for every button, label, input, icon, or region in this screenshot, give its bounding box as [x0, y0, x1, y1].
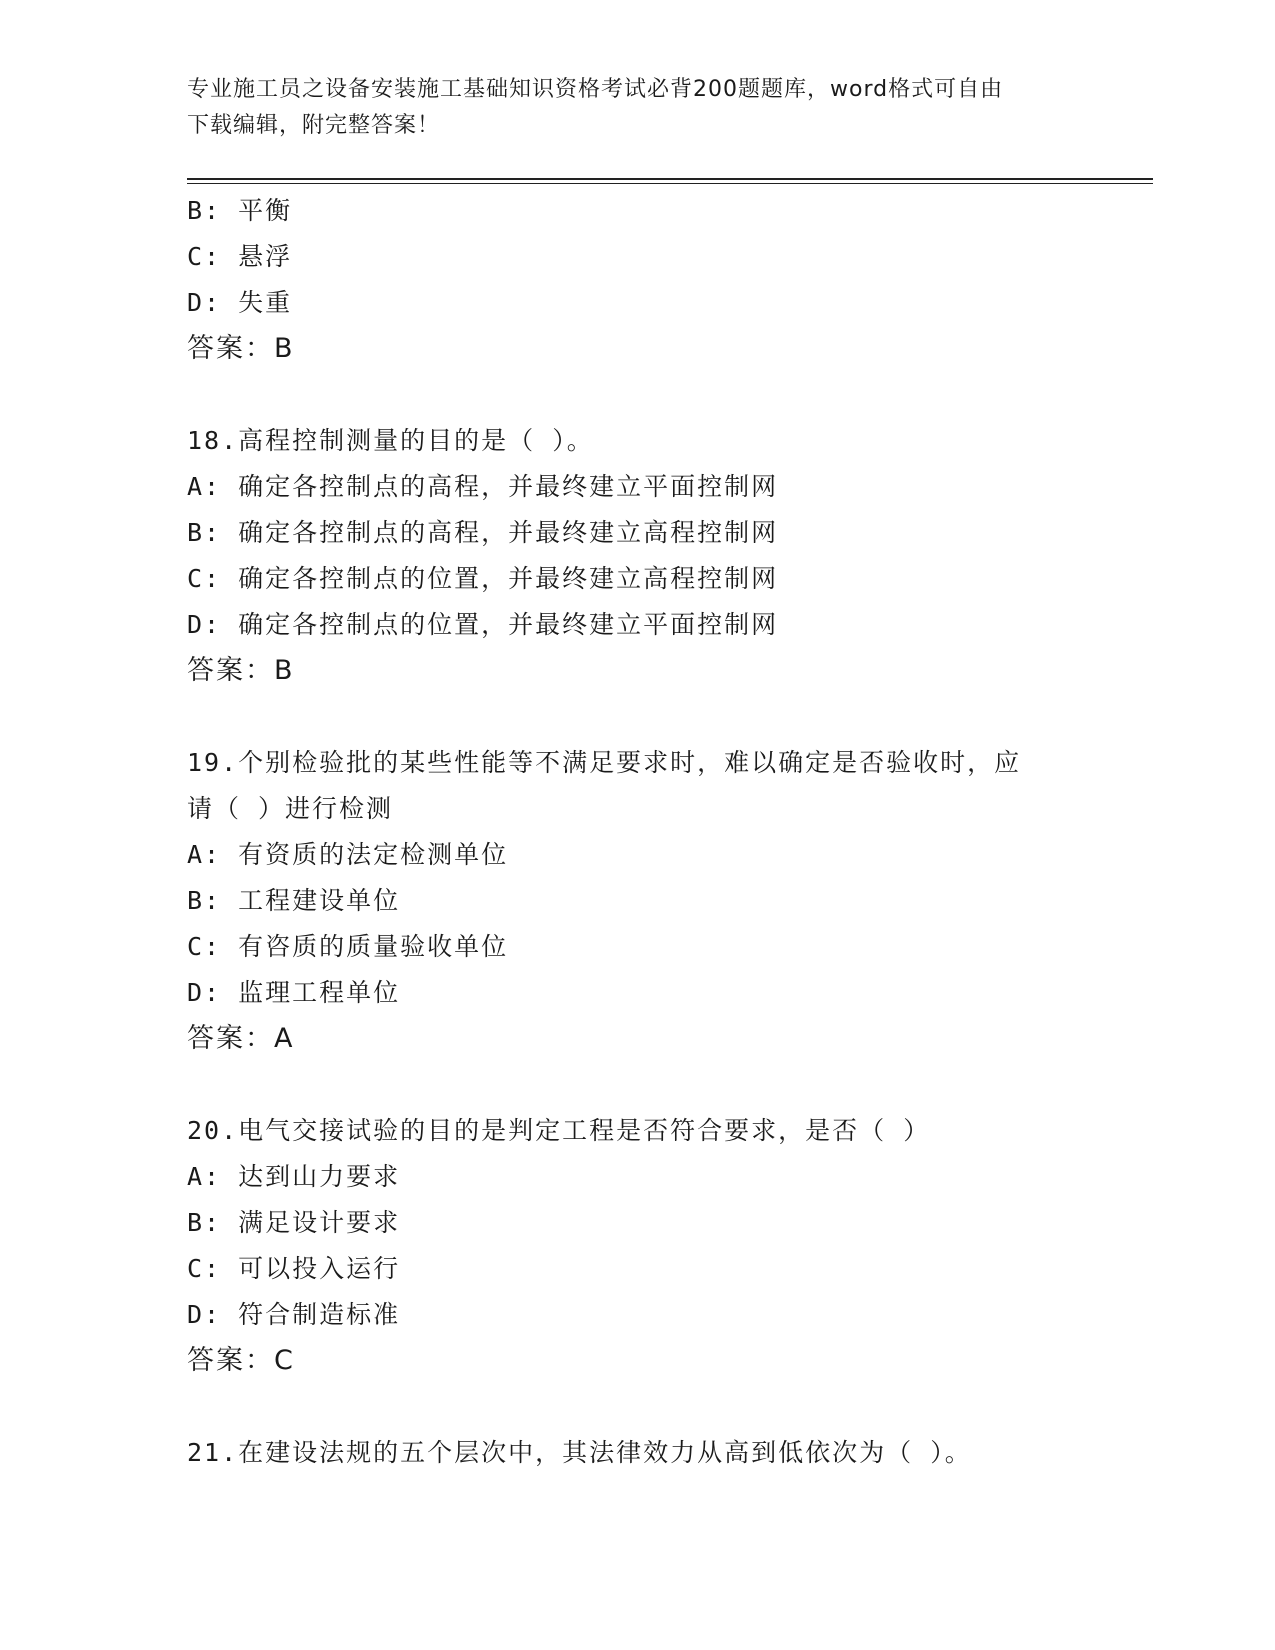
header-line-2: 下载编辑，附完整答案！: [187, 113, 441, 138]
question-20: [187, 1108, 1087, 1384]
answer-line: 答案：A: [187, 1023, 295, 1054]
spacer: [187, 1062, 1087, 1108]
option-c: C: 悬浮: [187, 242, 293, 271]
option-d: D: 符合制造标准: [187, 1300, 401, 1329]
option-a: A: 达到山力要求: [187, 1162, 401, 1191]
option-b: B: 工程建设单位: [187, 886, 401, 915]
header-divider-thick: [187, 178, 1153, 180]
spacer: [187, 694, 1087, 740]
question-stem: 19.个别检验批的某些性能等不满足要求时，难以确定是否验收时，应: [187, 748, 1022, 777]
question-stem-continued: 请（ ）进行检测: [187, 794, 394, 823]
question-21: [187, 1430, 1087, 1476]
spacer: [187, 372, 1087, 418]
option-c: C: 确定各控制点的位置，并最终建立高程控制网: [187, 564, 779, 593]
question-list: [187, 188, 1087, 1476]
question-stem: 21.在建设法规的五个层次中，其法律效力从高到低依次为（ ）。: [187, 1438, 972, 1467]
question-stem: 18.高程控制测量的目的是（ ）。: [187, 426, 594, 455]
header-line-1: 专业施工员之设备安装施工基础知识资格考试必背200题题库，word格式可自由: [187, 77, 1004, 102]
question-stem: 20.电气交接试验的目的是判定工程是否符合要求，是否（ ）: [187, 1116, 931, 1145]
question-17-tail: [187, 188, 1087, 372]
option-d: D: 确定各控制点的位置，并最终建立平面控制网: [187, 610, 779, 639]
answer-line: 答案：B: [187, 333, 295, 364]
option-b: B: 确定各控制点的高程，并最终建立高程控制网: [187, 518, 779, 547]
option-b: B: 平衡: [187, 196, 293, 225]
option-b: B: 满足设计要求: [187, 1208, 401, 1237]
option-d: D: 失重: [187, 288, 293, 317]
answer-line: 答案：C: [187, 1345, 295, 1376]
spacer: [187, 1384, 1087, 1430]
option-c: C: 有咨质的质量验收单位: [187, 932, 509, 961]
question-18: [187, 418, 1087, 694]
option-c: C: 可以投入运行: [187, 1254, 401, 1283]
option-a: A: 有资质的法定检测单位: [187, 840, 509, 869]
answer-line: 答案：B: [187, 655, 295, 686]
document-header: [187, 72, 1087, 144]
header-divider-thin: [187, 183, 1153, 184]
option-a: A: 确定各控制点的高程，并最终建立平面控制网: [187, 472, 779, 501]
option-d: D: 监理工程单位: [187, 978, 401, 1007]
question-19: [187, 740, 1087, 1062]
